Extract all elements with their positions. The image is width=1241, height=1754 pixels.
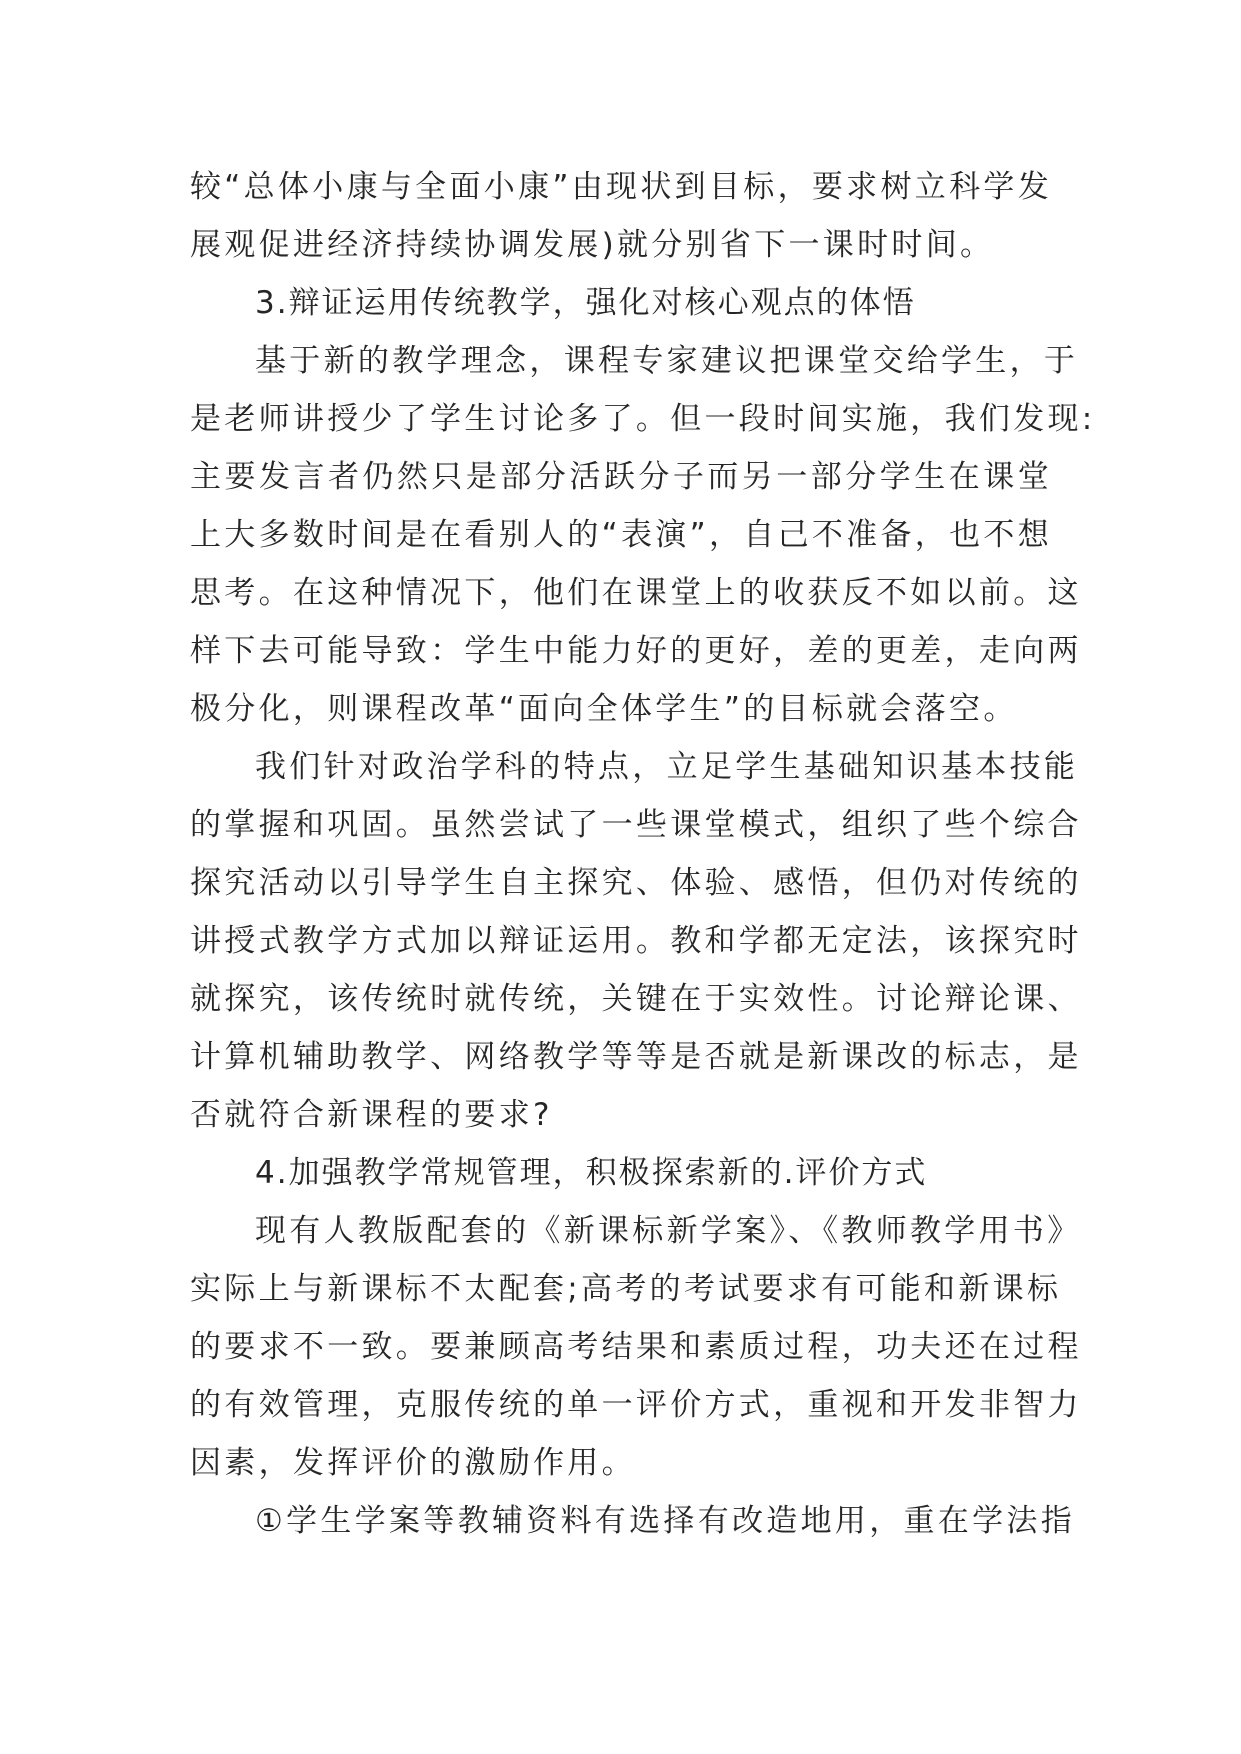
paragraph-line: 否就符合新课程的要求? xyxy=(190,1097,553,1133)
paragraph-line: 就探究，该传统时就传统，关键在于实效性。讨论辩论课、 xyxy=(190,981,1082,1017)
paragraph-line: 我们针对政治学科的特点，立足学生基础知识基本技能 xyxy=(255,749,1079,785)
section-heading: 3.辩证运用传统教学，强化对核心观点的体悟 xyxy=(255,285,916,321)
paragraph-line: 的有效管理，克服传统的单一评价方式，重视和开发非智力 xyxy=(190,1387,1082,1423)
paragraph-line: 讲授式教学方式加以辩证运用。教和学都无定法，该探究时 xyxy=(190,923,1082,959)
section-heading: 4.加强教学常规管理，积极探索新的.评价方式 xyxy=(255,1155,928,1191)
paragraph-line: 较“总体小康与全面小康”由现状到目标，要求树立科学发 xyxy=(190,169,1052,205)
paragraph-line: 的要求不一致。要兼顾高考结果和素质过程，功夫还在过程 xyxy=(190,1329,1082,1365)
paragraph-line: 样下去可能导致：学生中能力好的更好，差的更差，走向两 xyxy=(190,633,1082,669)
paragraph-line: 上大多数时间是在看别人的“表演”，自己不准备，也不想 xyxy=(190,517,1052,553)
paragraph-line: 实际上与新课标不太配套;高考的考试要求有可能和新课标 xyxy=(190,1271,1062,1307)
paragraph-line: 现有人教版配套的《新课标新学案》、《教师教学用书》 xyxy=(255,1213,1082,1249)
paragraph-line: 探究活动以引导学生自主探究、体验、感悟，但仍对传统的 xyxy=(190,865,1082,901)
paragraph-line: 思考。在这种情况下，他们在课堂上的收获反不如以前。这 xyxy=(190,575,1082,611)
paragraph-line: 展观促进经济持续协调发展)就分别省下一课时时间。 xyxy=(190,227,995,263)
paragraph-line: 计算机辅助教学、网络教学等等是否就是新课改的标志，是 xyxy=(190,1039,1082,1075)
paragraph-line: 主要发言者仍然只是部分活跃分子而另一部分学生在课堂 xyxy=(190,459,1052,495)
paragraph-line: 基于新的教学理念，课程专家建议把课堂交给学生，于 xyxy=(255,343,1079,379)
paragraph-line: 的掌握和巩固。虽然尝试了一些课堂模式，组织了些个综合 xyxy=(190,807,1082,843)
paragraph-line: 因素，发挥评价的激励作用。 xyxy=(190,1445,636,1481)
paragraph-line: ①学生学案等教辅资料有选择有改造地用，重在学法指 xyxy=(255,1503,1075,1539)
paragraph-line: 是老师讲授少了学生讨论多了。但一段时间实施，我们发现: xyxy=(190,401,1096,437)
paragraph-line: 极分化，则课程改革“面向全体学生”的目标就会落空。 xyxy=(190,691,1018,727)
